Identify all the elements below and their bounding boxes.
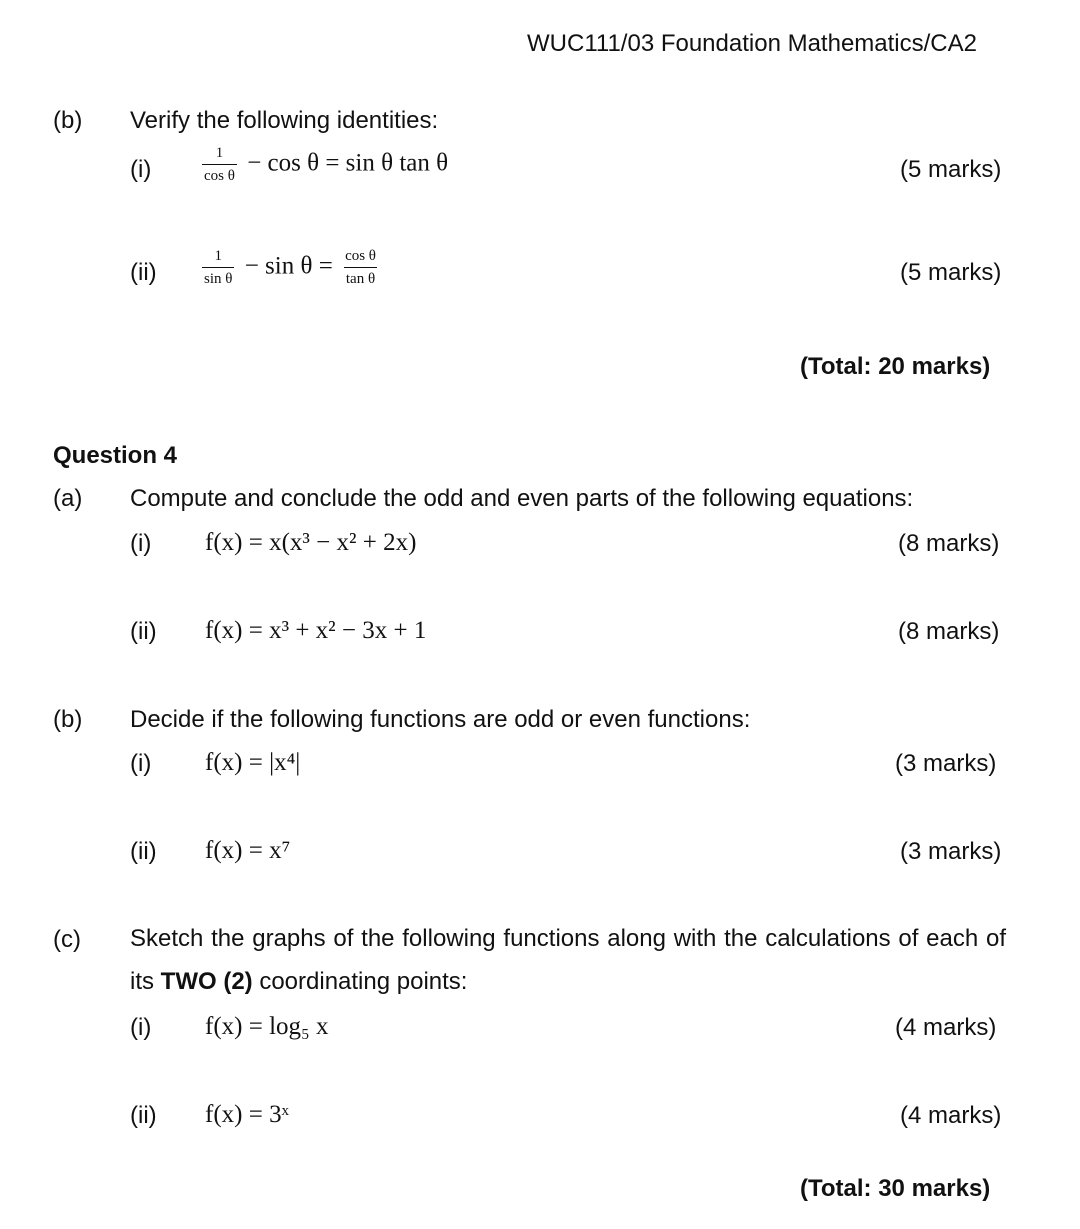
marks: (8 marks): [898, 618, 1000, 645]
fraction-numerator: cos θ: [345, 248, 376, 264]
part-label: (b): [53, 107, 83, 134]
item-label: (ii): [130, 1102, 157, 1129]
fraction: [343, 249, 378, 287]
part-label: (a): [53, 485, 83, 512]
item-label: (i): [130, 1014, 152, 1041]
item-label: (ii): [130, 838, 157, 865]
part-instruction: Verify the following identities:: [130, 107, 439, 134]
function-expression: f(x) = x(x³ − x² + 2x): [205, 529, 417, 556]
fraction-numerator: 1: [215, 145, 224, 161]
item-label: (i): [130, 530, 152, 557]
item-label: (ii): [130, 618, 157, 645]
part-instruction: [130, 917, 1006, 1003]
total-marks: (Total: 30 marks): [800, 1175, 991, 1202]
fraction-denominator: tan θ: [344, 267, 377, 287]
fraction: [202, 146, 237, 184]
marks: (8 marks): [898, 530, 1000, 557]
function-expression: f(x) = x⁷: [205, 837, 291, 864]
function-expression: f(x) = log₅ x: [205, 1013, 329, 1040]
part-label: (b): [53, 706, 83, 733]
part-label: (c): [53, 926, 81, 953]
marks: (3 marks): [900, 838, 1002, 865]
instruction-text: coordinating points:: [259, 968, 468, 995]
total-marks: (Total: 20 marks): [800, 353, 991, 380]
course-header: WUC111/03 Foundation Mathematics/CA2: [527, 30, 977, 57]
marks: (4 marks): [895, 1014, 997, 1041]
function-expression: f(x) = 3ˣ: [205, 1101, 289, 1128]
marks: (3 marks): [895, 750, 997, 777]
part-instruction: Decide if the following functions are odd or even functions:: [130, 706, 751, 733]
fraction-numerator: 1: [214, 248, 222, 264]
instruction-text: Sketch the graphs of the following functions along with the calculations of each of its: [130, 925, 1006, 995]
fraction-denominator: cos θ: [202, 164, 237, 184]
identity-expression: [198, 249, 382, 287]
part-instruction: Compute and conclude the odd and even parts of the following equations:: [130, 485, 914, 512]
question-title: Question 4: [53, 442, 178, 469]
identity-rest: − cos θ = sin θ tan θ: [247, 149, 449, 177]
function-expression: f(x) = x³ + x² − 3x + 1: [205, 617, 427, 644]
fraction: [202, 249, 234, 287]
identity-middle: − sin θ =: [244, 252, 333, 280]
identity-expression: [198, 146, 448, 184]
instruction-emphasis: TWO (2): [160, 968, 253, 995]
item-label: (i): [130, 750, 152, 777]
item-label: (ii): [130, 259, 157, 286]
function-expression: f(x) = |x⁴|: [205, 749, 301, 776]
item-label: (i): [130, 156, 152, 183]
marks: (4 marks): [900, 1102, 1002, 1129]
marks: (5 marks): [900, 156, 1002, 183]
fraction-denominator: sin θ: [202, 267, 234, 287]
marks: (5 marks): [900, 259, 1002, 286]
